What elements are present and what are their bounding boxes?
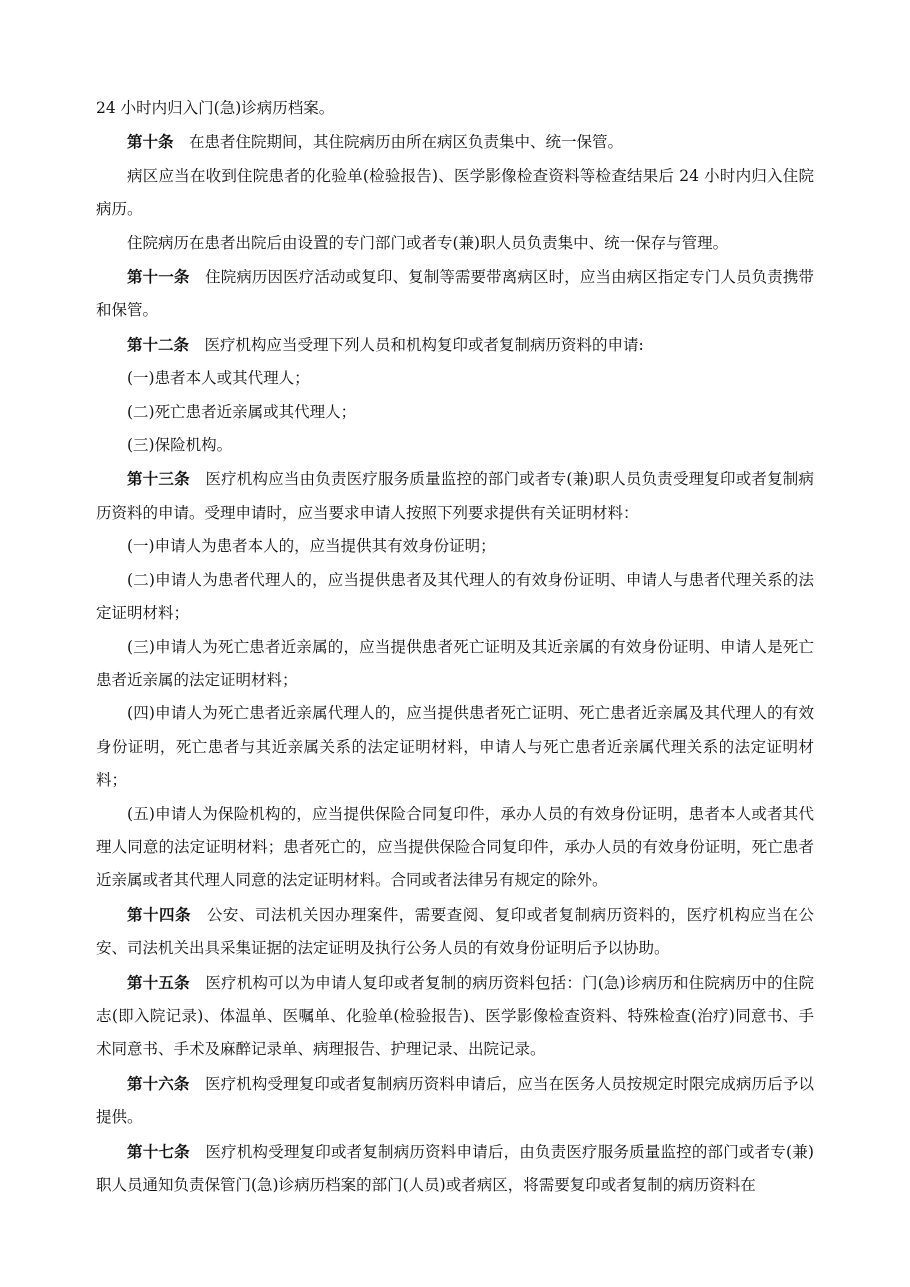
list-item [96, 429, 814, 462]
article-heading: 第十四条 [127, 904, 191, 924]
article-heading: 第十六条 [127, 1073, 190, 1093]
article-text: 医疗机构受理复印或者复制病历资料申请后，应当在医务人员按规定时限完成病历后予以提供。 [96, 1074, 814, 1127]
list-item [96, 530, 814, 563]
list-item-text: (二)死亡患者近亲属或其代理人； [127, 402, 357, 421]
list-item-text: (三)保险机构。 [127, 436, 233, 455]
paragraph-continuation [96, 92, 814, 125]
article-17 [96, 1135, 814, 1203]
article-heading: 第十一条 [127, 267, 190, 287]
article-heading: 第十七条 [127, 1141, 190, 1161]
article-11 [96, 260, 814, 328]
list-item-text: (二)申请人为患者代理人的，应当提供患者及其代理人的有效身份证明、申请人与患者代理关系的法定证明材料； [96, 570, 814, 623]
document-body [96, 92, 814, 1202]
article-14 [96, 898, 814, 966]
paragraph-text: 病区应当在收到住院患者的化验单(检验报告)、医学影像检查资料等检查结果后 24 小时内归入住院病历。 [96, 166, 814, 219]
paragraph-text: 住院病历在患者出院后由设置的专门部门或者专(兼)职人员负责集中、统一保存与管理。 [127, 233, 729, 252]
paragraph [96, 160, 814, 227]
article-text: 医疗机构应当由负责医疗服务质量监控的部门或者专(兼)职人员负责受理复印或者复制病历资料的申请。受理申请时，应当要求申请人按照下列要求提供有关证明材料： [96, 470, 814, 522]
article-text: 住院病历因医疗活动或复印、复制等需要带离病区时，应当由病区指定专门人员负责携带和保管。 [96, 268, 814, 320]
list-item-text: (四)申请人为死亡患者近亲属代理人的，应当提供患者死亡证明、死亡患者近亲属及其代理人的有效身份证明，死亡患者与其近亲属关系的法定证明材料，申请人与死亡患者近亲属代理关系的法定证明材料； [96, 704, 814, 790]
article-10 [96, 125, 814, 159]
list-item [96, 631, 814, 698]
article-text: 医疗机构应当受理下列人员和机构复印或者复制病历资料的申请: [204, 335, 644, 354]
list-item [96, 798, 814, 898]
list-item [96, 697, 814, 797]
article-text: 医疗机构可以为申请人复印或者复制的病历资料包括：门(急)诊病历和住院病历中的住院志(即入院记录)、体温单、医嘱单、化验单(检验报告)、医学影像检查资料、特殊检查(治疗)同意书、手术同意书、手术及麻醉记录单、病理报告、护理记录、出院记录。 [96, 973, 814, 1059]
article-16 [96, 1067, 814, 1135]
article-heading: 第十二条 [127, 334, 190, 354]
article-text: 公安、司法机关因办理案件，需要查阅、复印或者复制病历资料的，医疗机构应当在公安、司法机关出具采集证据的法定证明及执行公务人员的有效身份证明后予以协助。 [96, 905, 814, 958]
list-item-text: (一)患者本人或其代理人； [127, 369, 310, 388]
article-heading: 第十三条 [127, 469, 190, 489]
article-13 [96, 462, 814, 530]
list-item-text: (三)申请人为死亡患者近亲属的，应当提供患者死亡证明及其近亲属的有效身份证明、申请人是死亡患者近亲属的法定证明材料； [96, 637, 814, 689]
list-item-text: (五)申请人为保险机构的，应当提供保险合同复印件，承办人员的有效身份证明，患者本人或者其代理人同意的法定证明材料；患者死亡的，应当提供保险合同复印件，承办人员的有效身份证明，死亡患者近亲属或者其代理人同意的法定证明材料。合同或者法律另有规定的除外。 [96, 804, 814, 890]
paragraph [96, 227, 814, 260]
article-heading: 第十条 [127, 132, 174, 152]
list-item-text: (一)申请人为患者本人的，应当提供其有效身份证明； [127, 537, 496, 556]
article-text: 医疗机构受理复印或者复制病历资料申请后，由负责医疗服务质量监控的部门或者专(兼)职人员通知负责保管门(急)诊病历档案的部门(人员)或者病区，将需要复印或者复制的病历资料在 [96, 1142, 814, 1194]
article-text: 在患者住院期间，其住院病历由所在病区负责集中、统一保管。 [189, 133, 624, 152]
list-item [96, 396, 814, 429]
article-heading: 第十五条 [127, 972, 190, 992]
list-item [96, 362, 814, 395]
article-15 [96, 966, 814, 1067]
list-item [96, 564, 814, 631]
article-12 [96, 328, 814, 362]
paragraph-text: 24 小时内归入门(急)诊病历档案。 [96, 99, 335, 117]
